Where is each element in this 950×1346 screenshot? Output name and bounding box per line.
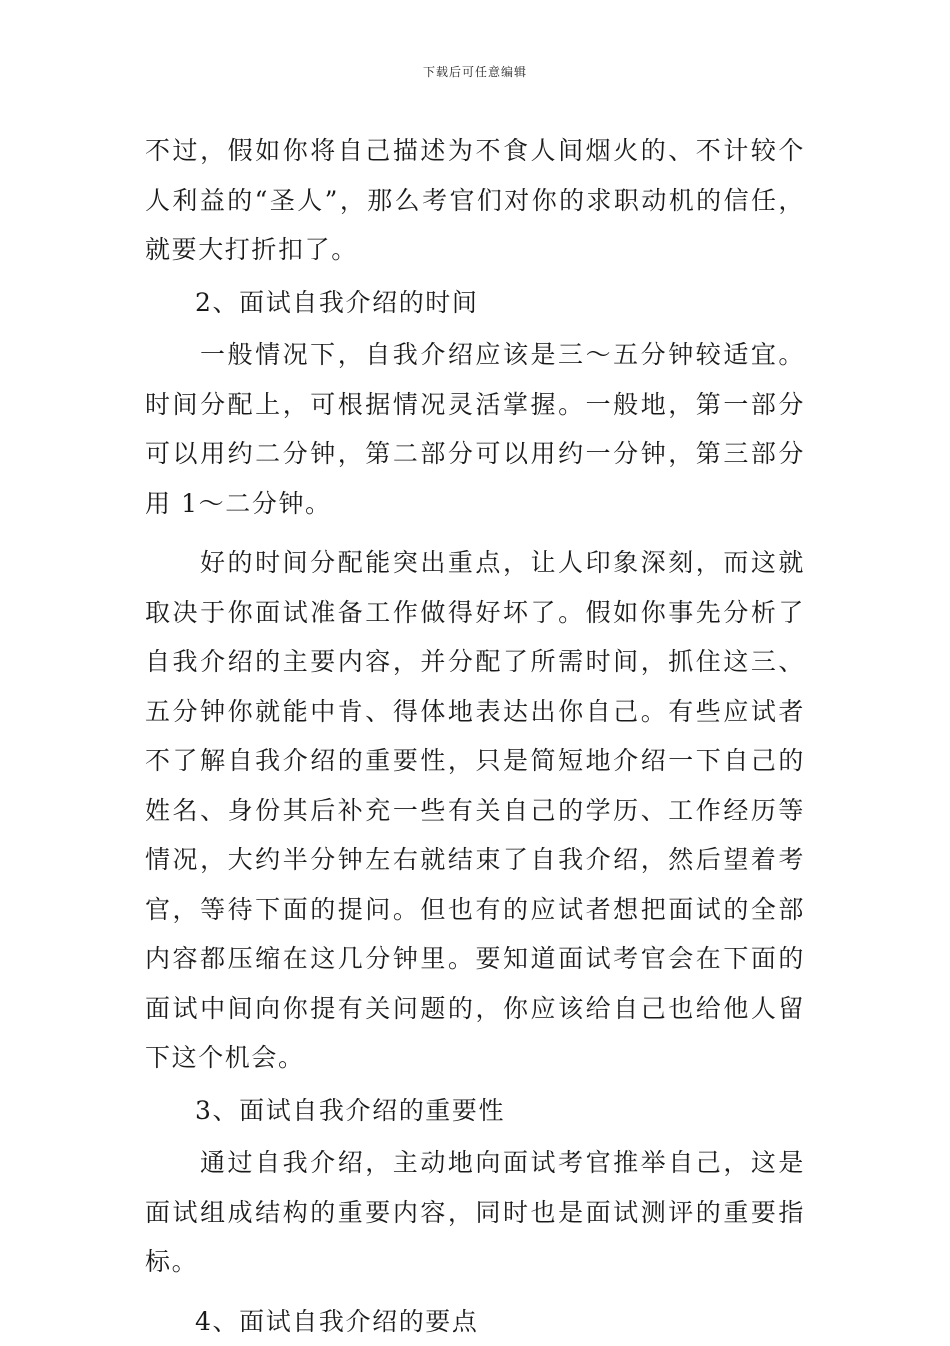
paragraph-importance: 通过自我介绍，主动地向面试考官推举自己，这是面试组成结构的重要内容，同时也是面试测评的重要指标。 [145, 1138, 805, 1287]
paragraph-time-emphasis: 好的时间分配能突出重点，让人印象深刻，而这就取决于你面试准备工作做得好坏了。假如你事先分析了自我介绍的主要内容，并分配了所需时间，抓住这三、五分钟你就能中肯、得体地表达出你自己。有些应试者不了解自我介绍的重要性，只是简短地介绍一下自己的姓名、身份其后补充一些有关自己的学历、工作经历等情况，大约半分钟左右就结束了自我介绍，然后望着考官，等待下面的提问。但也有的应试者想把面试的全部内容都压缩在这几分钟里。要知道面试考官会在下面的面试中间向你提有关问题的，你应该给自己也给他人留下这个机会。 [145, 538, 805, 1083]
section-heading-time: 2、面试自我介绍的时间 [145, 278, 805, 328]
section-heading-key-points: 4、面试自我介绍的要点 [145, 1297, 805, 1346]
document-body [145, 126, 805, 1346]
page-header: 下载后可任意编辑 [0, 64, 950, 80]
paragraph-time-allocation: 一般情况下，自我介绍应该是三～五分钟较适宜。时间分配上，可根据情况灵活掌握。一般地，第一部分可以用约二分钟，第二部分可以用约一分钟，第三部分用 1～二分钟。 [145, 330, 805, 528]
section-heading-importance: 3、面试自我介绍的重要性 [145, 1086, 805, 1136]
paragraph-motivation-trust: 不过，假如你将自己描述为不食人间烟火的、不计较个人利益的“圣人”，那么考官们对你的求职动机的信任，就要大打折扣了。 [145, 126, 805, 275]
